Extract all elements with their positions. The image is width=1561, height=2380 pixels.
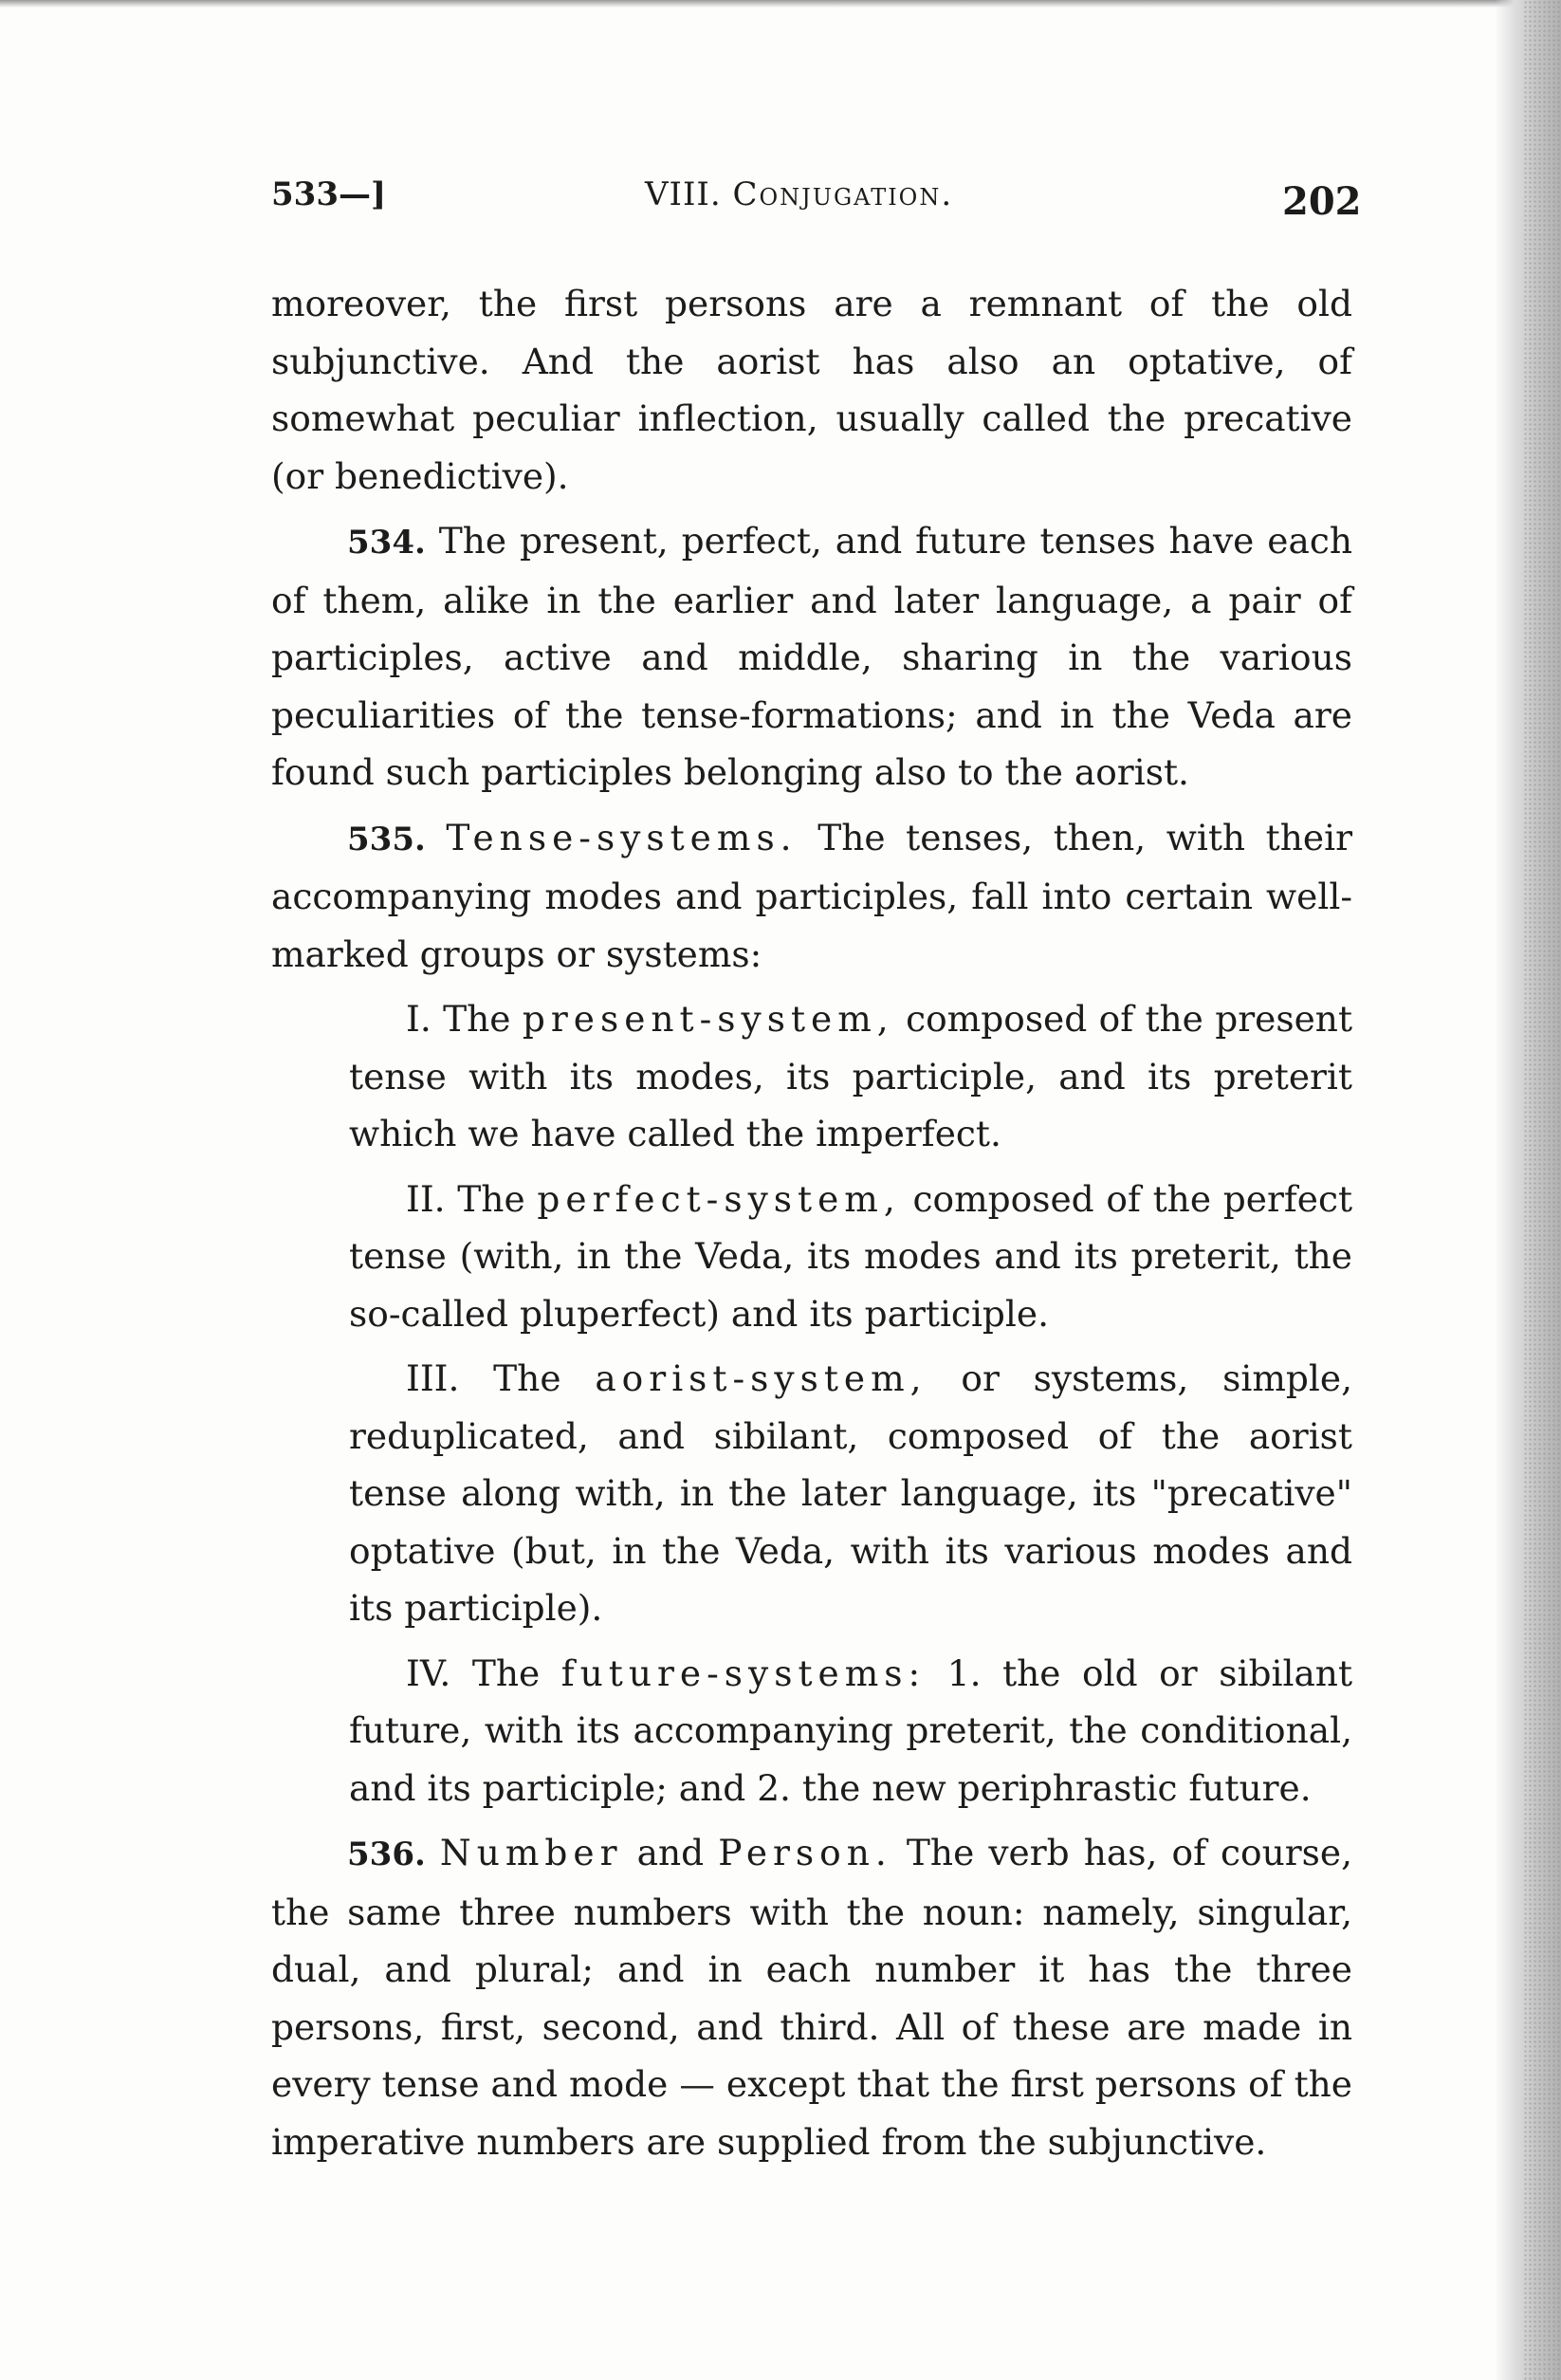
system-numeral: IV. (406, 1651, 451, 1694)
top-edge-shadow (0, 0, 1561, 8)
system-numeral: III. (406, 1357, 460, 1399)
system-numeral: II. (406, 1177, 446, 1220)
system-text: 1. the old or sibilant future, with its accompanying preterit, the conditional, and its participle; and 2. the new periphrastic future. (349, 1651, 1353, 1809)
paragraph-533-continued: moreover, the first persons are a remnant of the old subjunctive. And the aorist has also an optative, of somewhat peculiar inflection, usually called the precative (or benedictive). (271, 283, 1352, 497)
system-text: composed of the present tense with its modes, its participle, and its preterit which we have called the imperfect. (349, 998, 1353, 1154)
system-term: perfect-system, (537, 1177, 901, 1220)
paragraph-536-heading-number: Number (439, 1832, 623, 1873)
paragraph-535 (271, 809, 1352, 984)
system-numeral: I. (406, 998, 432, 1040)
paragraph-535-heading: Tense-systems. (446, 816, 798, 858)
section-range: 533—] (271, 175, 387, 213)
system-item-future (349, 1645, 1352, 1817)
section-number-536: 536. (347, 1836, 426, 1873)
body-text (271, 275, 1352, 2170)
system-intro: The (443, 998, 511, 1040)
page-gutter-texture (1523, 0, 1561, 2380)
chapter-title (645, 175, 953, 213)
system-item-perfect (349, 1171, 1352, 1343)
system-text: or systems, simple, reduplicated, and sibilant, composed of the aorist tense along with, in the later language, its "precative" optative (but, in the Veda, with its various modes and its participle). (349, 1357, 1353, 1629)
paragraph-535-text: The tenses, then, with their accompanying modes and participles, fall into certain well-marked groups or systems: (271, 816, 1352, 975)
section-number-535: 535. (347, 820, 426, 858)
page-number: 202 (1282, 179, 1362, 224)
system-intro: The (457, 1177, 525, 1220)
paragraph-536-text: The verb has, of course, the same three numbers with the noun: namely, singular, dual, and plural; and in each number it has the three persons, first, second, and third. All of these are made in every tense and mode — except that the first persons of the imperative numbers are supplied from the subjunctive. (271, 1832, 1353, 2163)
system-term: aorist-system, (595, 1357, 927, 1399)
system-intro: The (493, 1357, 561, 1399)
system-intro: The (471, 1651, 541, 1694)
system-term: present-system, (522, 998, 894, 1040)
paragraph-534-text: The present, perfect, and future tenses have each of them, alike in the earlier and later language, a pair of participles, active and middle, sharing in the various peculiarities of the tense-formations; and in the Veda are found such participles belonging also to the aorist. (271, 520, 1352, 793)
running-header (0, 175, 1561, 232)
paragraph-536 (271, 1824, 1352, 2170)
chapter-name: Conjugation. (732, 175, 954, 213)
system-term: future-systems: (560, 1651, 927, 1694)
system-item-present (349, 990, 1352, 1163)
paragraph-536-heading-person: Person. (718, 1832, 892, 1873)
chapter-numeral: VIII. (645, 175, 733, 213)
system-text: composed of the perfect tense (with, in the Veda, its modes and its preterit, the so-called pluperfect) and its participle. (349, 1177, 1353, 1335)
paragraph-534 (271, 512, 1352, 802)
section-number-534: 534. (347, 524, 426, 562)
system-item-aorist (349, 1350, 1352, 1637)
paragraph-536-heading-and: and (636, 1832, 705, 1873)
